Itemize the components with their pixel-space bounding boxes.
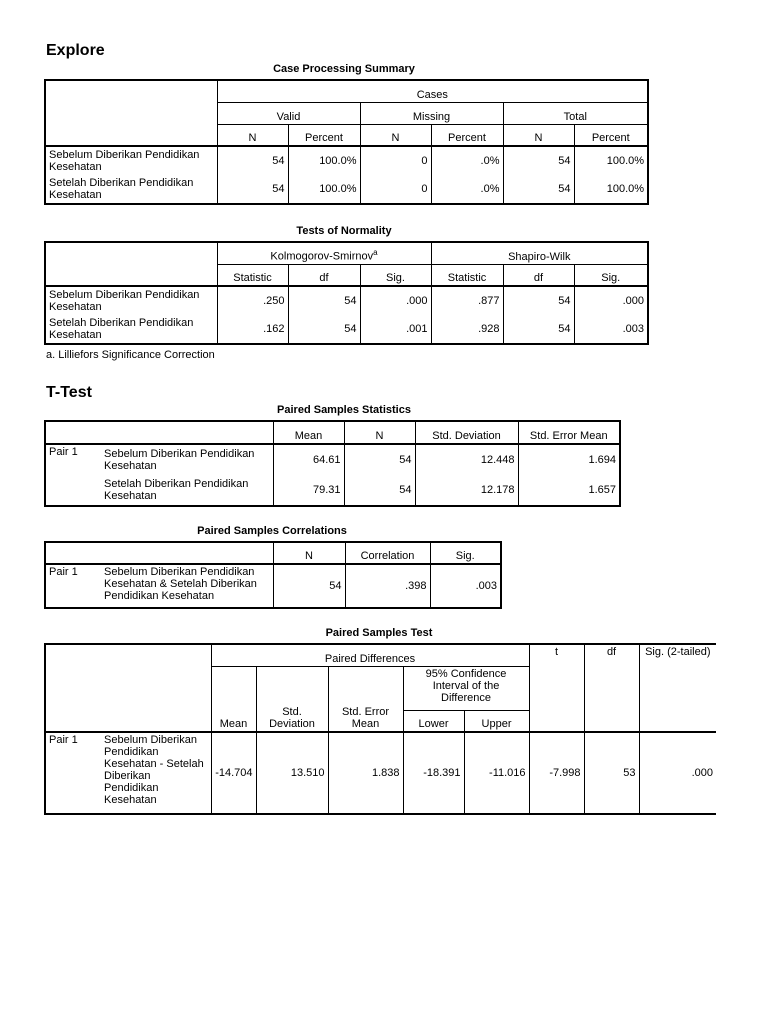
row-label: Setelah Diberikan Pendidikan Kesehatan: [101, 475, 273, 506]
row-label: Sebelum Diberikan Pendidikan Kesehatan & Setelah Diberikan Pendidikan Kesehatan: [101, 564, 273, 608]
footnote-marker: a: [373, 247, 378, 257]
column-header-df: df: [584, 644, 639, 732]
cell: .000: [574, 286, 648, 315]
pair-label: Pair 1: [45, 564, 101, 608]
pair-label: Pair 1: [45, 732, 101, 814]
cell: 54: [503, 175, 574, 204]
column-header: Std. Error Mean: [518, 421, 620, 444]
cell: .928: [431, 315, 503, 344]
cell: .0%: [431, 175, 503, 204]
group-header: Valid: [217, 102, 360, 124]
cell: 12.448: [415, 444, 518, 475]
cell: 54: [344, 444, 415, 475]
table-row: [45, 146, 648, 175]
column-header: N: [273, 542, 345, 564]
cell: 1.838: [328, 732, 403, 814]
cell: 54: [503, 315, 574, 344]
column-header-mean: Mean: [211, 666, 256, 732]
cell: 100.0%: [288, 175, 360, 204]
case-processing-table: [44, 79, 649, 205]
column-header: N: [503, 124, 574, 146]
paired-test-table: [44, 643, 716, 815]
cell: 54: [503, 286, 574, 315]
column-header: N: [344, 421, 415, 444]
column-header-t: t: [529, 644, 584, 732]
cell: 64.61: [273, 444, 344, 475]
paired-test-title: Paired Samples Test: [325, 627, 433, 639]
column-header: Statistic: [217, 264, 288, 286]
row-label: Sebelum Diberikan Pendidikan Kesehatan: [101, 444, 273, 475]
paired-corr-table: [44, 541, 502, 609]
table-row: [45, 732, 716, 814]
table-row: [45, 564, 501, 608]
normality-title: Tests of Normality: [296, 225, 392, 237]
group-header: Missing: [360, 102, 503, 124]
column-header: Sig.: [430, 542, 501, 564]
group-label: Kolmogorov-Smirnov: [270, 250, 374, 263]
cell: 54: [288, 315, 360, 344]
cell: 0: [360, 146, 431, 175]
column-header: Percent: [288, 124, 360, 146]
row-label: Sebelum Diberikan Pendidikan Kesehatan - Setelah Diberikan Pendidikan Kesehatan: [101, 732, 211, 814]
cell: 12.178: [415, 475, 518, 506]
cell: .003: [574, 315, 648, 344]
column-header: Sig.: [574, 264, 648, 286]
cell: -18.391: [403, 732, 464, 814]
cell: .250: [217, 286, 288, 315]
cell: 100.0%: [288, 146, 360, 175]
explore-heading: Explore: [46, 42, 105, 59]
table-row: [45, 444, 620, 475]
cell: .0%: [431, 146, 503, 175]
column-header-sig: Sig. (2-tailed): [639, 644, 716, 732]
cell: 1.657: [518, 475, 620, 506]
paired-differences-header: Paired Differences: [211, 644, 529, 666]
paired-stats-table: [44, 420, 621, 507]
cell: 54: [217, 175, 288, 204]
cell: .003: [430, 564, 501, 608]
column-header: Mean: [273, 421, 344, 444]
group-header-ks: [217, 242, 431, 264]
cell: 54: [288, 286, 360, 315]
column-header-std-dev: Std. Deviation: [256, 666, 328, 732]
cell: .000: [360, 286, 431, 315]
table-row: [45, 175, 648, 204]
column-header-std-err: Std. Error Mean: [328, 666, 403, 732]
column-header: Statistic: [431, 264, 503, 286]
column-header: Percent: [431, 124, 503, 146]
cell: 100.0%: [574, 146, 648, 175]
group-header: Shapiro-Wilk: [431, 242, 648, 264]
column-header: df: [288, 264, 360, 286]
column-header: Correlation: [345, 542, 430, 564]
table-row: [45, 315, 648, 344]
column-header: Sig.: [360, 264, 431, 286]
cell: 54: [217, 146, 288, 175]
cell: -7.998: [529, 732, 584, 814]
cell: .162: [217, 315, 288, 344]
cell: .398: [345, 564, 430, 608]
normality-table: [44, 241, 649, 345]
cell: 0: [360, 175, 431, 204]
column-header-upper: Upper: [464, 710, 529, 732]
column-header: Percent: [574, 124, 648, 146]
column-header: df: [503, 264, 574, 286]
cell: 54: [344, 475, 415, 506]
group-header: Total: [503, 102, 648, 124]
cell: 79.31: [273, 475, 344, 506]
cell: 100.0%: [574, 175, 648, 204]
row-label: Sebelum Diberikan Pendidikan Kesehatan: [45, 146, 217, 175]
cell: .877: [431, 286, 503, 315]
paired-stats-title: Paired Samples Statistics: [277, 404, 411, 416]
cell: .000: [639, 732, 716, 814]
table-row: [45, 475, 620, 506]
cases-header: Cases: [217, 80, 648, 102]
table-row: [45, 286, 648, 315]
cell: 54: [273, 564, 345, 608]
column-header: Std. Deviation: [415, 421, 518, 444]
column-header-lower: Lower: [403, 710, 464, 732]
ttest-heading: T-Test: [46, 384, 92, 401]
cell: 13.510: [256, 732, 328, 814]
row-label: Sebelum Diberikan Pendidikan Kesehatan: [45, 286, 217, 315]
cell: 1.694: [518, 444, 620, 475]
cell: -11.016: [464, 732, 529, 814]
row-label: Setelah Diberikan Pendidikan Kesehatan: [45, 175, 217, 204]
cell: 53: [584, 732, 639, 814]
cell: .001: [360, 315, 431, 344]
pair-label: Pair 1: [45, 444, 101, 506]
column-header: N: [360, 124, 431, 146]
normality-footnote: a. Lilliefors Significance Correction: [46, 349, 215, 361]
paired-corr-title: Paired Samples Correlations: [197, 525, 347, 537]
column-header: N: [217, 124, 288, 146]
cell: -14.704: [211, 732, 256, 814]
cell: 54: [503, 146, 574, 175]
ci-header: 95% Confidence Interval of the Difference: [403, 666, 529, 710]
case-processing-title: Case Processing Summary: [273, 63, 415, 75]
row-label: Setelah Diberikan Pendidikan Kesehatan: [45, 315, 217, 344]
